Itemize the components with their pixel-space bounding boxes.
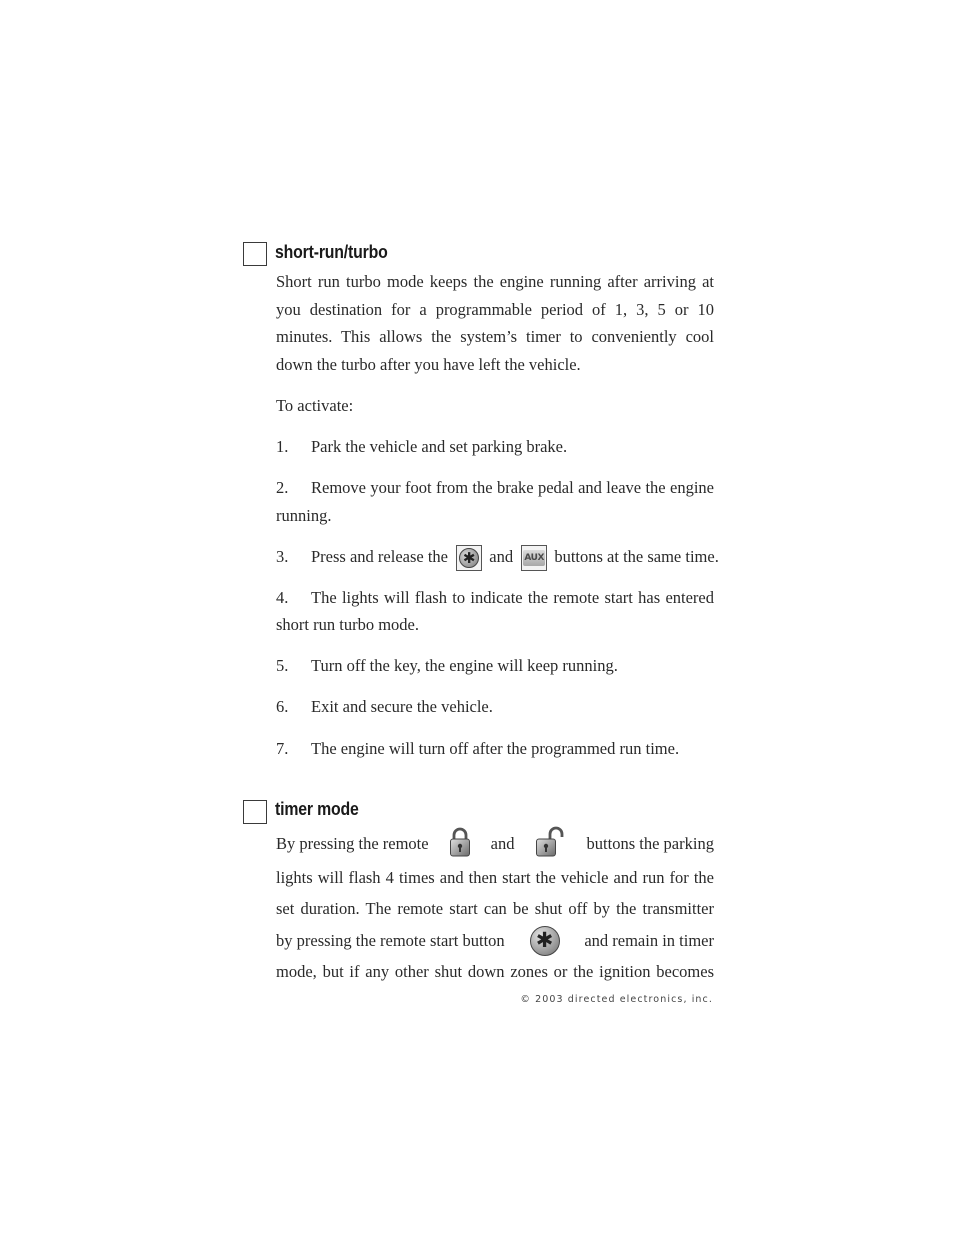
step-text-and: and — [489, 546, 514, 566]
intro-paragraph: Short run turbo mode keeps the engine running after arriving at you destination for a programmable period of 1, 3, 5 or 10 minutes. This allows the system’s timer to conveniently cool down the turbo after you have left the vehicle. — [276, 272, 714, 374]
timer-line-5: mode, but if any other shut down zones or the ignition becomes — [276, 962, 714, 981]
section-timer-mode-body — [276, 827, 714, 986]
timer-line-2: lights will flash 4 times and then start the vehicle and run for the — [276, 868, 714, 887]
section-marker-box — [243, 242, 267, 266]
remote-start-star-icon: ✱ — [530, 926, 560, 956]
activate-label: To activate: — [276, 395, 354, 415]
section-title-short-run-turbo: short-run/turbo — [275, 242, 388, 262]
step-text: The lights will flash to indicate the remote start has entered short run turbo mode. — [276, 587, 714, 634]
section-marker-box — [243, 800, 267, 824]
unlock-icon — [535, 826, 567, 863]
step-text: The engine will turn off after the programmed run time. — [311, 738, 680, 758]
section-short-run-turbo-body — [276, 268, 719, 762]
step-number: 4. — [276, 587, 289, 607]
step-1 — [276, 433, 714, 461]
aux-button-icon: AUX — [521, 545, 547, 571]
step-2 — [276, 474, 714, 529]
timer-line-1: By pressing the remote and buttons the parking — [276, 827, 714, 861]
section-title-timer-mode: timer mode — [275, 799, 359, 819]
step-6 — [276, 693, 714, 721]
step-text: Remove your foot from the brake pedal and leave the engine running. — [276, 478, 714, 525]
timer-line-4: by pressing the remote start button ✱ and remain in timer — [276, 924, 714, 958]
step-number: 2. — [276, 478, 289, 497]
step-text-before: Press and release the — [311, 546, 448, 566]
step-7 — [276, 735, 714, 763]
timer-line-3: set duration. The remote start can be shut off by the transmitter — [276, 899, 714, 918]
step-text: Park the vehicle and set parking brake. — [311, 436, 568, 456]
step-text: Exit and secure the vehicle. — [311, 697, 493, 716]
step-number: 6. — [276, 697, 289, 716]
step-number: 1. — [276, 436, 289, 456]
step-4 — [276, 584, 714, 639]
step-3 — [276, 543, 719, 571]
step-text-after: buttons at the same time. — [554, 546, 719, 566]
step-number: 3. — [276, 546, 289, 566]
step-5 — [276, 652, 714, 680]
step-text: Turn off the key, the engine will keep running. — [311, 656, 618, 675]
remote-start-star-icon: ✱ — [456, 545, 482, 571]
step-number: 7. — [276, 738, 289, 758]
copyright-footer: © 2003 directed electronics, inc. — [520, 994, 713, 1005]
step-number: 5. — [276, 656, 289, 675]
lock-icon — [449, 826, 471, 863]
